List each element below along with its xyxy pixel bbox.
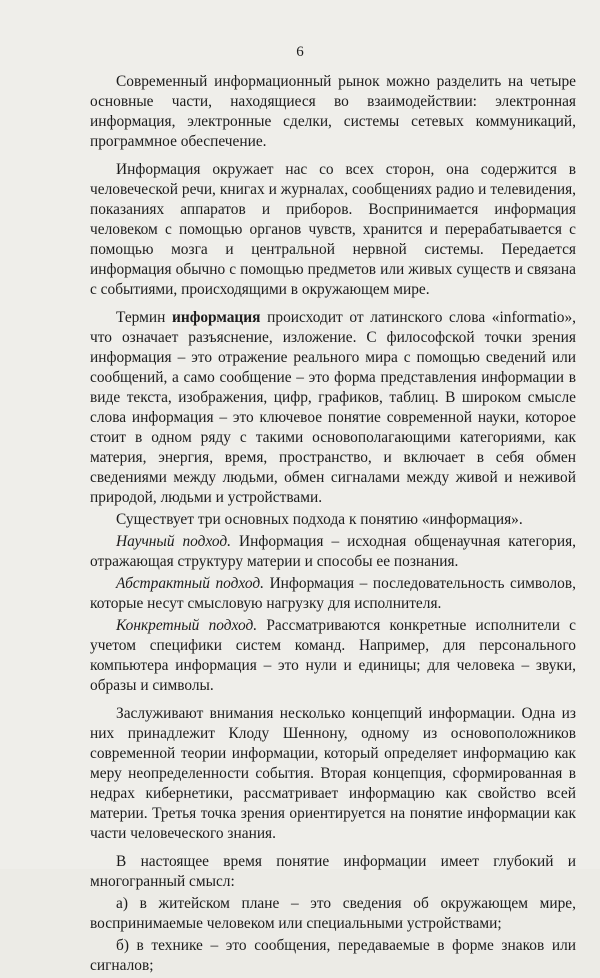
list-item: б) в технике – это сообщения, передаваемые в форме знаков или сигналов; [90,937,576,974]
paragraph: Информация окружает нас со всех сторон, она содержится в человеческой речи, книгах и журналах, сообщениях радио и телевидения, показаниях аппаратов и приборов. Воспринимается информация человеком с помощью органов чувств, хранится и перерабатывается с помощью мозга и центральной нервной системы. Передается информация обычно с помощью предметов или живых существ и связана с событиями, происходящими в окружающем мире. [90,161,576,298]
paragraph-abstract-approach: Абстрактный подход. Информация – последовательность символов, которые несут смысловую нагрузку для исполнителя. [90,575,576,612]
paragraph: В настоящее время понятие информации имеет глубокий и многогранный смысл: [90,853,576,890]
paragraph: Современный информационный рынок можно разделить на четыре основные части, находящиеся во взаимодействии: электронная информация, электронные сделки, системы сетевых коммуникаций, программное обеспечение. [90,73,576,150]
paragraph-concrete-approach: Конкретный подход. Рассматриваются конкретные исполнители с учетом специфики систем команд. Например, для персонального компьютера информация – это нули и единицы; для человека – звуки, образы и символы. [90,617,577,694]
paragraph: Заслуживают внимания несколько концепций информации. Одна из них принадлежит Клоду Шеннону, одному из основоположников современной теории информации, который определяет информацию как меру неопределенности события. Вторая концепция, сформированная в недрах кибернетики, рассматривает информацию как свойство всей материи. Третья точка зрения ориентируется на понятие информации как части человеческого знания. [90,705,576,842]
paragraph: Существует три основных подхода к понятию «информация». [116,511,523,528]
body-text [90,72,576,978]
list-item: а) в житейском плане – это сведения об окружающем мире, воспринимаемые человеком или специальными устройствами; [90,895,576,932]
paragraph-term-definition: Термин информация происходит от латинского слова «informatio», что означает разъяснение, изложение. С философской точки зрения информация – это отражение реального мира с помощью сведений или сообщений, а само сообщение – это форма представления информации в виде текста, изображения, цифр, графиков, таблиц. В широком смысле слова информация – это ключевое понятие современной науки, которое стоит в одном ряду с такими основополагающими категориями, как материя, энергия, время, пространство, и включает в себя обмен сведениями между людьми, обмен сигналами между живой и неживой природой, людьми и устройствами. [90,309,576,506]
term-bold: информация [171,309,261,326]
page-number: 6 [296,44,304,60]
paragraph-scientific-approach: Научный подход. Информация – исходная общенаучная категория, отражающая структуру материи и способы ее познания. [90,533,576,570]
